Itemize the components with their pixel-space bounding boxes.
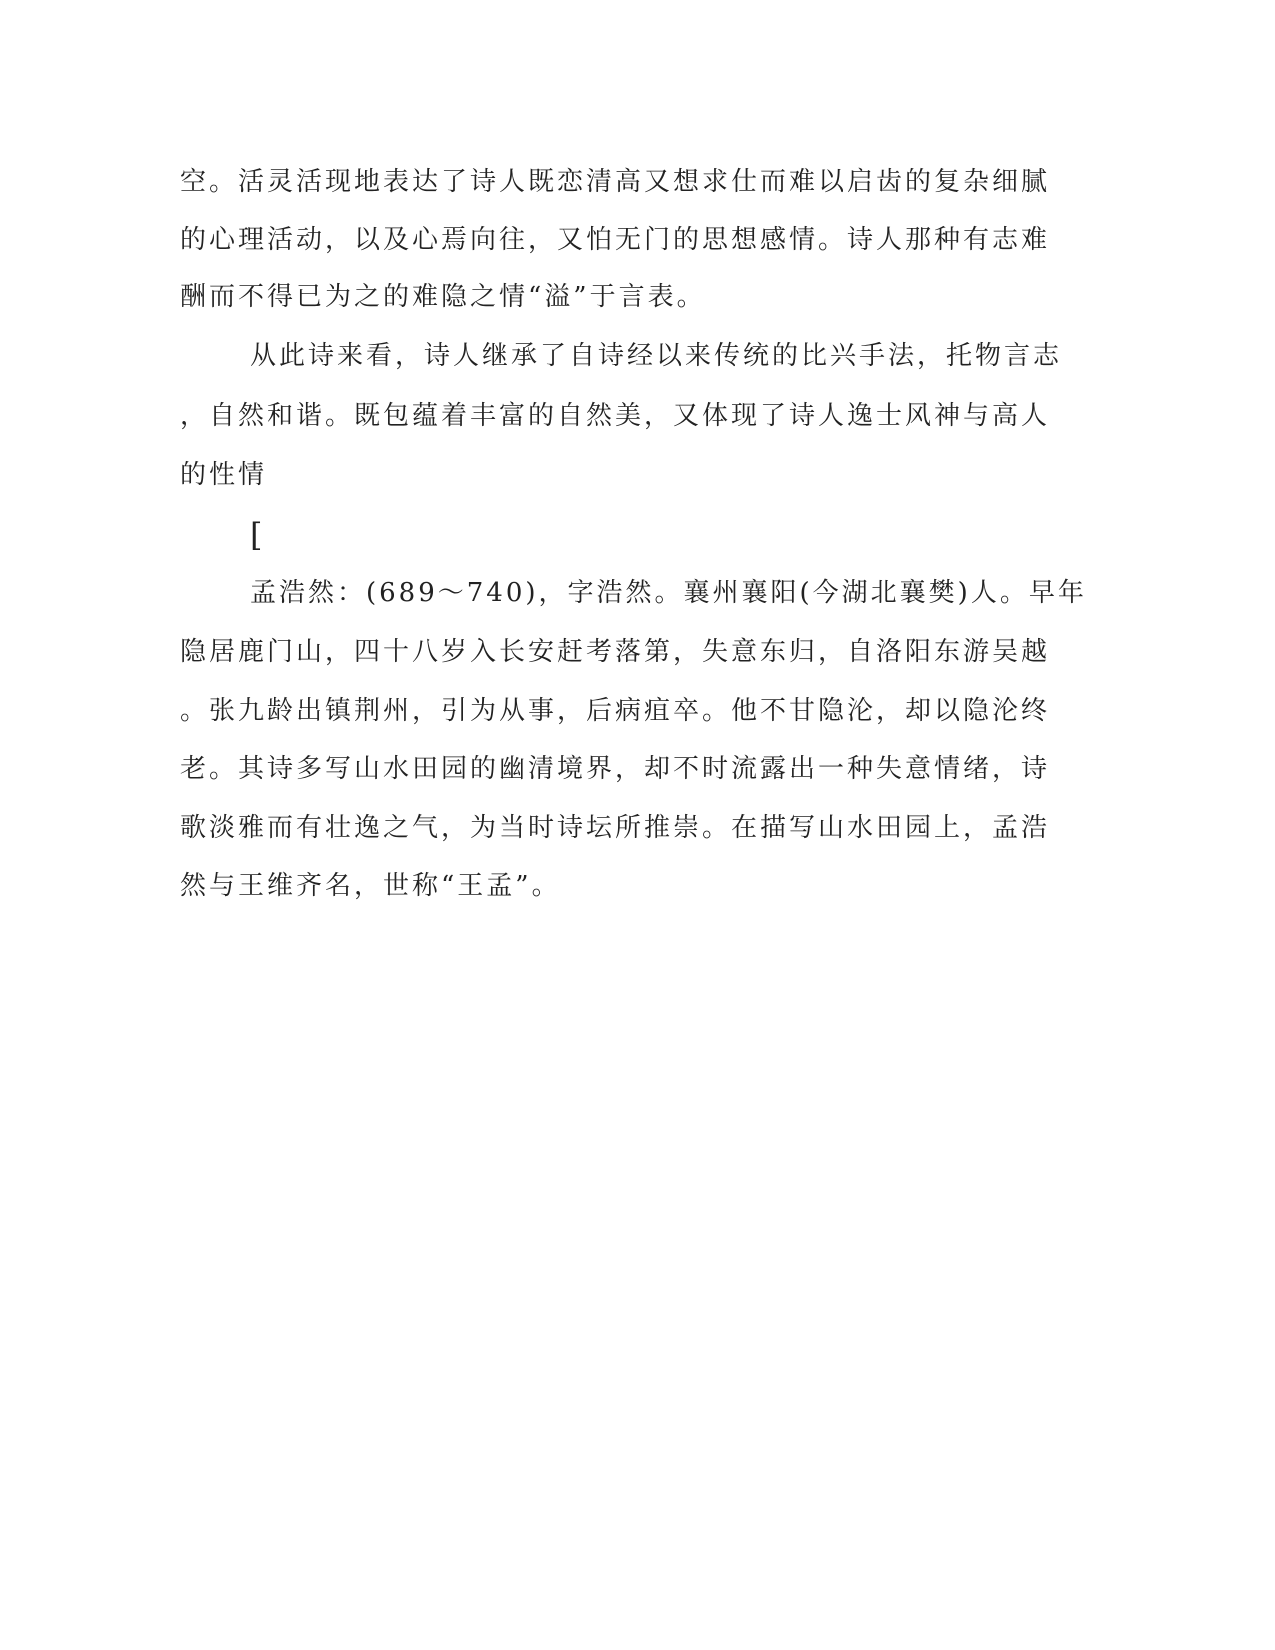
text-line: 老。其诗多写山水田园的幽清境界，却不时流露出一种失意情绪，诗 bbox=[180, 754, 1051, 784]
text-line: 的心理活动，以及心焉向往，又怕无门的思想感情。诗人那种有志难 bbox=[180, 225, 1051, 255]
text-line: 的性情 bbox=[180, 460, 268, 490]
text-line: 歌淡雅而有壮逸之气，为当时诗坛所推崇。在描写山水田园上，孟浩 bbox=[180, 813, 1051, 843]
text-line: 然与王维齐名，世称“王孟”。 bbox=[180, 871, 561, 901]
text-line: 孟浩然：(689～740)，字浩然。襄州襄阳(今湖北襄樊)人。早年 bbox=[250, 578, 1087, 608]
text-line: 空。活灵活现地表达了诗人既恋清高又想求仕而难以启齿的复杂细腻 bbox=[180, 167, 1051, 197]
text-line: 隐居鹿门山，四十八岁入长安赶考落第，失意东归，自洛阳东游吴越 bbox=[180, 637, 1051, 667]
text-line: ，自然和谐。既包蕴着丰富的自然美，又体现了诗人逸士风神与高人 bbox=[180, 401, 1051, 431]
text-line: 从此诗来看，诗人继承了自诗经以来传统的比兴手法，托物言志 bbox=[250, 341, 1063, 371]
text-line: 酬而不得已为之的难隐之情“溢”于言表。 bbox=[180, 282, 706, 312]
open-bracket: [ bbox=[250, 516, 263, 554]
text-line: 。张九龄出镇荆州，引为从事，后病疽卒。他不甘隐沦，却以隐沦终 bbox=[180, 696, 1051, 726]
